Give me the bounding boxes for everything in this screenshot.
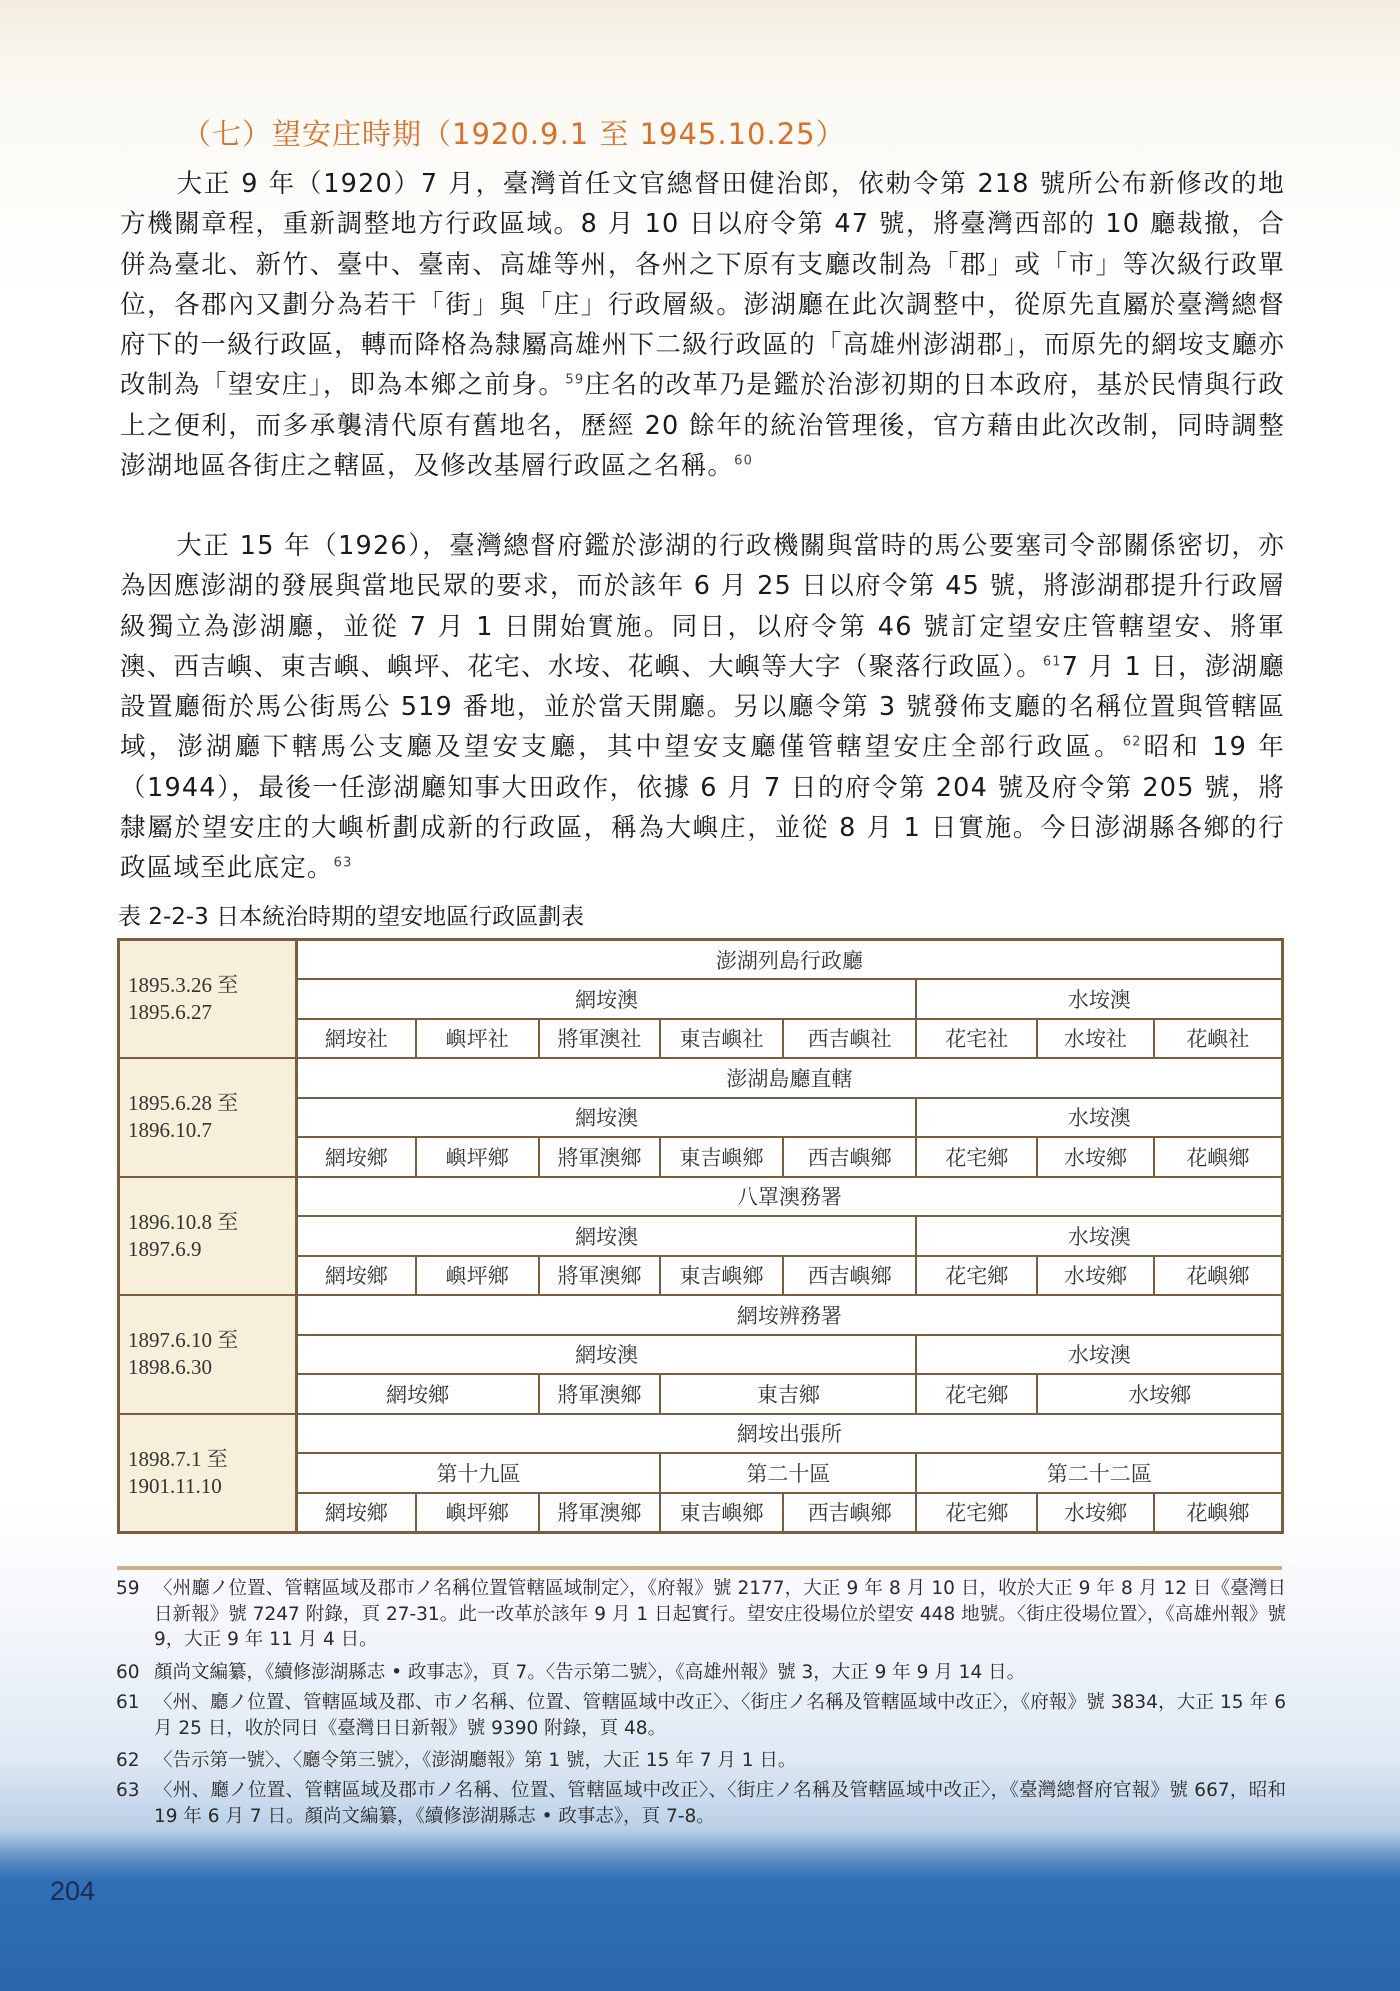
table-row [119,1414,1283,1454]
unit-cell: 花嶼社 [1154,1019,1283,1059]
unit-cell: 將軍澳鄉 [539,1374,661,1414]
paragraph-text: 7 月 1 日，澎湖廳設置廳衙於馬公街馬公 519 番地，並於當天開廳。另以廳令第 3 號發佈支廳的名稱位置與管轄區域，澎湖廳下轄馬公支廳及望安支廳，其中望安支廳僅管轄望安庄全部行政區。 [120,651,1285,763]
unit-cell: 東吉嶼社 [660,1019,783,1059]
unit-cell: 花嶼鄉 [1154,1137,1283,1177]
footnote-text: 顏尚文編纂，《續修澎湖縣志 • 政事志》，頁 7。〈告示第二號〉，《高雄州報》號 3，大正 9 年 9 月 14 日。 [154,1662,1026,1683]
office-cell: 澎湖列島行政廳 [296,940,1282,980]
footnote-number: 60 [116,1662,140,1683]
period-start: 1898.7.1 至 [128,1446,228,1471]
unit-cell: 水垵鄉 [1037,1374,1282,1414]
period-end: 1898.6.30 [128,1355,212,1380]
period-end: 1901.11.10 [128,1473,222,1498]
unit-cell: 嶼坪社 [416,1019,539,1059]
footnote-59 [116,1576,1286,1653]
unit-cell: 嶼坪鄉 [416,1493,539,1533]
section-heading: （七）望安庄時期（1920.9.1 至 1945.10.25） [182,117,846,151]
footnote-ref[interactable]: 59 [565,372,585,388]
unit-cell: 東吉嶼鄉 [660,1137,783,1177]
office-cell: 網垵出張所 [296,1414,1282,1454]
footnote-62 [116,1748,1286,1774]
group-cell: 網垵澳 [296,1098,916,1138]
paragraph-1 [120,164,1285,486]
footnote-ref[interactable]: 61 [1042,654,1062,670]
table-row [119,1295,1283,1335]
paragraph-text: 昭和 19 年（1944），最後一任澎湖廳知事大田政作，依據 6 月 7 日的府令第 204 號及府令第 205 號，將隸屬於望安庄的大嶼析劃成新的行政區，稱為大嶼庄，並從 8 月 1 日實施。今日澎湖縣各鄉的行政區域至此底定。 [120,732,1285,884]
footnote-61 [116,1690,1286,1741]
unit-cell: 嶼坪鄉 [416,1137,539,1177]
unit-cell: 花嶼鄉 [1154,1256,1283,1296]
unit-cell: 東吉嶼鄉 [660,1493,783,1533]
table-row [119,1177,1283,1217]
unit-cell: 花嶼鄉 [1154,1493,1283,1533]
footnote-60 [116,1660,1286,1686]
period-end: 1897.6.9 [128,1236,202,1261]
footnote-number: 62 [116,1750,140,1771]
unit-cell: 嶼坪鄉 [416,1256,539,1296]
paragraph-text: 大正 9 年（1920）7 月，臺灣首任文官總督田健治郎，依勅令第 218 號所公布新修改的地方機關章程，重新調整地方行政區域。8 月 10 日以府令第 47 號，將臺灣西部的 10 廳裁撤，合併為臺北、新竹、臺中、臺南、高雄等州，各州之下原有支廳改制為「郡」或「市」等次級行政單位，各郡內又劃分為若干「街」與「庄」行政層級。澎湖廳在此次調整中，從原先直屬於臺灣總督府下的一級行政區，轉而降格為隸屬高雄州下二級行政區的「高雄州澎湖郡」，而原先的網垵支廳亦改制為「望安庄」，即為本鄉之前身。 [120,169,1285,401]
table-row [119,1058,1283,1098]
unit-cell: 將軍澳鄉 [539,1493,661,1533]
group-cell: 水垵澳 [916,1335,1282,1375]
period-end: 1896.10.7 [128,1118,212,1143]
period-cell [119,1177,297,1296]
unit-cell: 花宅鄉 [916,1137,1037,1177]
group-cell: 第十九區 [296,1453,660,1493]
group-cell: 水垵澳 [916,979,1282,1019]
period-cell [119,940,297,1059]
unit-cell: 花宅鄉 [916,1256,1037,1296]
footnote-ref[interactable]: 60 [734,453,754,469]
paragraph-text: 大正 15 年（1926），臺灣總督府鑑於澎湖的行政機關與當時的馬公要塞司令部關係密切，亦為因應澎湖的發展與當地民眾的要求，而於該年 6 月 25 日以府令第 45 號，將澎湖郡提升行政層級獨立為澎湖廳，並從 7 月 1 日開始實施。同日，以府令第 46 號訂定望安庄管轄望安、將軍澳、西吉嶼、東吉嶼、嶼坪、花宅、水垵、花嶼、大嶼等大字（聚落行政區）。 [120,531,1285,682]
footnote-divider [117,1566,1282,1570]
office-cell: 八罩澳務署 [296,1177,1282,1217]
footnote-63 [116,1778,1286,1829]
group-cell: 水垵澳 [916,1216,1282,1256]
footnote-number: 63 [116,1780,140,1801]
footnote-ref[interactable]: 63 [333,855,353,871]
footnote-number: 61 [116,1692,140,1713]
unit-cell: 網垵鄉 [296,1374,538,1414]
unit-cell: 水垵社 [1037,1019,1154,1059]
period-start: 1895.3.26 至 [128,973,239,997]
group-cell: 第二十二區 [916,1453,1282,1493]
unit-cell: 西吉嶼鄉 [783,1256,917,1296]
unit-cell: 西吉嶼鄉 [783,1493,917,1533]
period-start: 1895.6.28 至 [128,1091,239,1116]
unit-cell: 西吉嶼鄉 [783,1137,917,1177]
office-cell: 網垵辨務署 [296,1295,1282,1335]
period-start: 1897.6.10 至 [128,1328,239,1353]
unit-cell: 花宅鄉 [916,1374,1037,1414]
unit-cell: 花宅社 [916,1019,1037,1059]
unit-cell: 將軍澳鄉 [539,1137,661,1177]
unit-cell: 網垵鄉 [296,1493,416,1533]
paragraph-2 [120,526,1285,889]
group-cell: 第二十區 [660,1453,916,1493]
unit-cell: 網垵鄉 [296,1137,416,1177]
unit-cell: 水垵鄉 [1037,1493,1154,1533]
page-number: 204 [50,1876,96,1906]
footnote-text: 〈州、廳ノ位置、管轄區域及郡、市ノ名稱、位置、管轄區域中改正〉、〈街庄ノ名稱及管轄區域中改正〉，《府報》號 3834，大正 15 年 6 月 25 日，收於同日《臺灣日日新報》號 9390 附錄，頁 48。 [154,1692,1286,1739]
unit-cell: 將軍澳社 [539,1019,661,1059]
unit-cell: 水垵鄉 [1037,1256,1154,1296]
unit-cell: 網垵鄉 [296,1256,416,1296]
group-cell: 網垵澳 [296,979,916,1019]
footnote-number: 59 [116,1578,140,1599]
group-cell: 網垵澳 [296,1335,916,1375]
footnote-text: 〈州、廳ノ位置、管轄區域及郡市ノ名稱、位置、管轄區域中改正〉、〈街庄ノ名稱及管轄區域中改正〉，《臺灣總督府官報》號 667，昭和 19 年 6 月 7 日。顏尚文編纂，《續修澎湖縣志 • 政事志》，頁 7-8。 [154,1780,1286,1827]
footnote-ref[interactable]: 62 [1122,734,1142,750]
group-cell: 水垵澳 [916,1098,1282,1138]
office-cell: 澎湖島廳直轄 [296,1058,1282,1098]
table-row [119,940,1283,980]
period-start: 1896.10.8 至 [128,1209,239,1234]
period-cell [119,1295,297,1414]
unit-cell: 網垵社 [296,1019,416,1059]
unit-cell: 水垵鄉 [1037,1137,1154,1177]
admin-division-table [117,938,1284,1534]
paragraph-text: 庄名的改革乃是鑑於治澎初期的日本政府，基於民情與行政上之便利，而多承襲清代原有舊地名，歷經 20 餘年的統治管理後，官方藉由此次改制，同時調整澎湖地區各街庄之轄區，及修改基層行政區之名稱。 [120,370,1286,482]
table-caption: 表 2-2-3 日本統治時期的望安地區行政區劃表 [118,904,585,930]
period-cell [119,1414,297,1533]
period-end: 1895.6.27 [128,1000,212,1024]
footnote-text: 〈告示第一號〉、〈廳令第三號〉，《澎湖廳報》第 1 號，大正 15 年 7 月 1 日。 [154,1750,797,1771]
unit-cell: 西吉嶼社 [783,1019,917,1059]
unit-cell: 東吉嶼鄉 [660,1256,783,1296]
unit-cell: 將軍澳鄉 [539,1256,661,1296]
period-cell [119,1058,297,1177]
group-cell: 網垵澳 [296,1216,916,1256]
footnote-text: 〈州廳ノ位置、管轄區域及郡市ノ名稱位置管轄區域制定〉，《府報》號 2177，大正 9 年 8 月 10 日，收於大正 9 年 8 月 12 日《臺灣日日新報》號 7247 附錄，頁 27-31。此一改革於該年 9 月 1 日起實行。望安庄役場位於望安 448 地號。〈街庄役場位置〉，《高雄州報》號 9，大正 9 年 11 月 4 日。 [154,1578,1286,1650]
unit-cell: 花宅鄉 [916,1493,1037,1533]
unit-cell: 東吉鄉 [660,1374,916,1414]
